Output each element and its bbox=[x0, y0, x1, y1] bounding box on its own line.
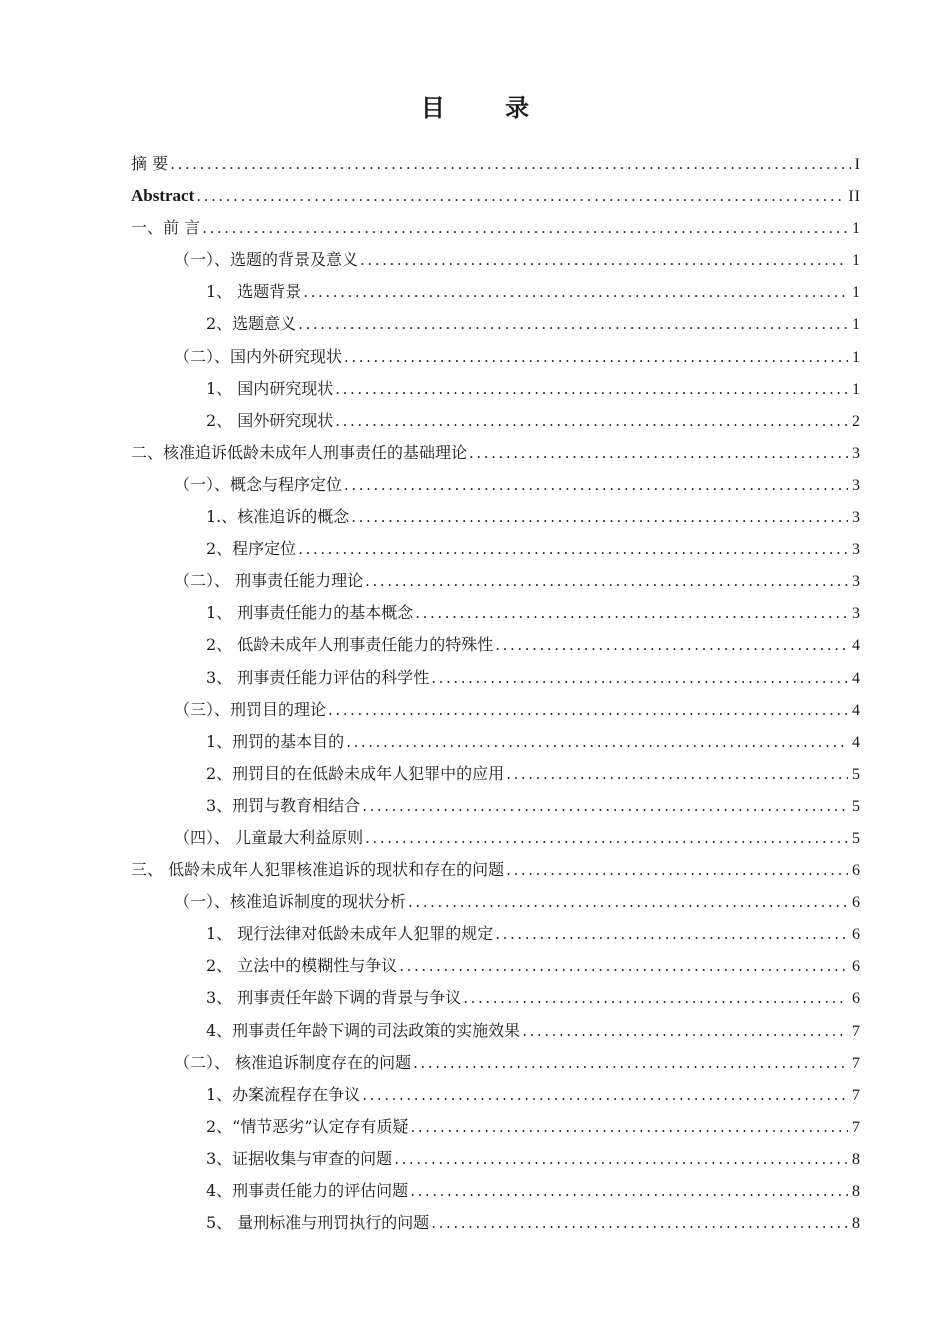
toc-entry-label: 2、程序定位 bbox=[206, 539, 297, 559]
dot-leader bbox=[202, 212, 848, 244]
toc-page-number: 7 bbox=[852, 1118, 861, 1136]
toc-page-number: I bbox=[854, 156, 861, 173]
dot-leader bbox=[394, 1143, 848, 1175]
toc-entry[interactable] bbox=[131, 694, 861, 726]
toc-entry-label: （二）、 刑事责任能力理论 bbox=[174, 571, 364, 591]
toc-entry[interactable] bbox=[131, 1111, 861, 1143]
dot-leader bbox=[303, 276, 848, 308]
toc-entry[interactable] bbox=[131, 565, 861, 597]
toc-entry-label: （一）、核准追诉制度的现状分析 bbox=[174, 892, 407, 912]
toc-entry-label: 2、“情节恶劣”认定存有质疑 bbox=[206, 1116, 409, 1136]
dot-leader bbox=[335, 405, 848, 437]
toc-page-number: 3 bbox=[852, 605, 861, 623]
dot-leader bbox=[362, 1079, 848, 1111]
toc-entry[interactable] bbox=[131, 1207, 861, 1239]
toc-entry-label: 2、 低龄未成年人刑事责任能力的特殊性 bbox=[206, 635, 494, 655]
toc-entry[interactable] bbox=[131, 758, 861, 790]
toc-page-number: 5 bbox=[852, 765, 861, 783]
toc-page-number: 1 bbox=[852, 284, 861, 302]
toc-page-number: 4 bbox=[852, 669, 861, 687]
toc-entry-label: 3、证据收集与审查的问题 bbox=[206, 1148, 393, 1168]
toc-entry-label: 二、核准追诉低龄未成年人刑事责任的基础理论 bbox=[131, 442, 468, 462]
toc-entry-label: （一）、概念与程序定位 bbox=[174, 474, 343, 494]
toc-page-number: 7 bbox=[852, 1054, 861, 1072]
toc-page-number: 1 bbox=[852, 380, 861, 398]
toc-entry-label: 2、刑罚目的在低龄未成年人犯罪中的应用 bbox=[206, 763, 505, 783]
toc-page-number: 4 bbox=[852, 637, 861, 655]
toc-entry-label: 3、 刑事责任年龄下调的背景与争议 bbox=[206, 988, 462, 1008]
dot-leader bbox=[431, 1207, 848, 1239]
dot-leader bbox=[170, 148, 851, 180]
toc-entry-label: 3、 刑事责任能力评估的科学性 bbox=[206, 667, 430, 687]
toc-page-number: 8 bbox=[852, 1150, 861, 1168]
dot-leader bbox=[298, 533, 848, 565]
toc-page-number: 6 bbox=[852, 862, 861, 880]
toc-entry[interactable] bbox=[131, 918, 861, 950]
toc-entry[interactable] bbox=[131, 533, 861, 565]
toc-entry-label: （二）、 核准追诉制度存在的问题 bbox=[174, 1052, 412, 1072]
dot-leader bbox=[410, 1175, 848, 1207]
toc-entry[interactable] bbox=[131, 629, 861, 661]
toc-page-number: 7 bbox=[852, 1022, 861, 1040]
toc-entry-label: 1、办案流程存在争议 bbox=[206, 1084, 361, 1104]
dot-leader bbox=[365, 565, 848, 597]
toc-page-number: 5 bbox=[852, 797, 861, 815]
toc-entry[interactable] bbox=[131, 790, 861, 822]
toc-entry-label: 1、 现行法律对低龄未成年人犯罪的规定 bbox=[206, 924, 494, 944]
toc-entry[interactable] bbox=[131, 341, 861, 373]
toc-entry[interactable] bbox=[131, 148, 861, 180]
toc-page-number: 7 bbox=[852, 1086, 861, 1104]
dot-leader bbox=[196, 180, 844, 212]
toc-entry-label: 1、刑罚的基本目的 bbox=[206, 731, 345, 751]
dot-leader bbox=[506, 758, 848, 790]
dot-leader bbox=[495, 629, 848, 661]
toc-page-number: 3 bbox=[852, 541, 861, 559]
toc-page-number: 1 bbox=[852, 316, 861, 334]
dot-leader bbox=[431, 662, 848, 694]
toc-page-number: 4 bbox=[852, 733, 861, 751]
dot-leader bbox=[413, 1047, 848, 1079]
toc-page-number: 6 bbox=[852, 958, 861, 976]
dot-leader bbox=[495, 918, 848, 950]
toc-entry-label: 摘 要 bbox=[131, 154, 169, 173]
toc-entry-label: 2、选题意义 bbox=[206, 314, 297, 334]
toc-entry-label: 5、 量刑标准与刑罚执行的问题 bbox=[206, 1213, 430, 1233]
dot-leader bbox=[522, 1015, 848, 1047]
toc-entry-label: （三）、刑罚目的理论 bbox=[174, 699, 327, 719]
toc-entry[interactable] bbox=[131, 437, 861, 469]
toc-entry[interactable] bbox=[131, 982, 861, 1014]
toc-entry[interactable] bbox=[131, 662, 861, 694]
toc-list bbox=[131, 148, 861, 1239]
dot-leader bbox=[335, 373, 848, 405]
toc-entry-label: （四）、 儿童最大利益原则 bbox=[174, 827, 364, 847]
dot-leader bbox=[351, 501, 848, 533]
toc-entry[interactable] bbox=[131, 950, 861, 982]
dot-leader bbox=[463, 982, 848, 1014]
toc-page-number: 1 bbox=[852, 220, 861, 238]
toc-entry-label: 1、 国内研究现状 bbox=[206, 378, 334, 398]
toc-entry[interactable] bbox=[131, 854, 861, 886]
toc-entry-label: 一、前 言 bbox=[131, 218, 201, 238]
toc-entry[interactable] bbox=[131, 373, 861, 405]
toc-entry[interactable] bbox=[131, 501, 861, 533]
toc-entry[interactable] bbox=[131, 276, 861, 308]
toc-entry[interactable] bbox=[131, 244, 861, 276]
dot-leader bbox=[346, 726, 848, 758]
toc-entry-label: 2、 国外研究现状 bbox=[206, 410, 334, 430]
toc-entry-label: （一）、选题的背景及意义 bbox=[174, 250, 359, 270]
toc-page-number: 3 bbox=[852, 509, 861, 527]
toc-page-number: 1 bbox=[852, 252, 861, 270]
toc-page-number: 6 bbox=[852, 926, 861, 944]
toc-page-number: 8 bbox=[852, 1215, 861, 1233]
dot-leader bbox=[411, 1111, 848, 1143]
toc-page-number: 6 bbox=[852, 990, 861, 1008]
dot-leader bbox=[365, 822, 848, 854]
toc-entry-label: （二）、国内外研究现状 bbox=[174, 346, 343, 366]
toc-title: 目 录 bbox=[420, 93, 556, 122]
toc-page-number: 6 bbox=[852, 894, 861, 912]
dot-leader bbox=[344, 469, 848, 501]
dot-leader bbox=[399, 950, 848, 982]
toc-page-number: 4 bbox=[852, 701, 861, 719]
dot-leader bbox=[362, 790, 848, 822]
toc-page-number: 8 bbox=[852, 1183, 861, 1200]
toc-entry[interactable] bbox=[131, 212, 861, 244]
toc-entry[interactable] bbox=[131, 180, 861, 212]
toc-entry[interactable] bbox=[131, 469, 861, 501]
dot-leader bbox=[408, 886, 848, 918]
toc-entry[interactable] bbox=[131, 1143, 861, 1175]
toc-entry-label: 4、刑事责任年龄下调的司法政策的实施效果 bbox=[206, 1020, 521, 1040]
toc-page-number: 3 bbox=[852, 573, 861, 591]
toc-entry[interactable] bbox=[131, 726, 861, 758]
dot-leader bbox=[469, 437, 848, 469]
dot-leader bbox=[328, 694, 848, 726]
toc-entry-label: 2、 立法中的模糊性与争议 bbox=[206, 956, 398, 976]
toc-entry[interactable] bbox=[131, 822, 861, 854]
toc-entry[interactable] bbox=[131, 886, 861, 918]
toc-page-number: II bbox=[848, 188, 861, 206]
toc-entry-label: 3、刑罚与教育相结合 bbox=[206, 795, 361, 815]
toc-entry-label: Abstract bbox=[131, 186, 195, 206]
toc-entry-label: 三、 低龄未成年人犯罪核准追诉的现状和存在的问题 bbox=[131, 860, 505, 880]
toc-page-number: 3 bbox=[852, 476, 861, 494]
dot-leader bbox=[415, 597, 848, 629]
dot-leader bbox=[506, 854, 848, 886]
toc-entry-label: 1、 刑事责任能力的基本概念 bbox=[206, 603, 414, 623]
toc-entry[interactable] bbox=[131, 1015, 861, 1047]
toc-page-number: 1 bbox=[852, 348, 861, 366]
toc-page-number: 2 bbox=[852, 412, 861, 430]
toc-page-number: 3 bbox=[852, 444, 861, 462]
dot-leader bbox=[298, 308, 848, 340]
toc-entry-label: 4、刑事责任能力的评估问题 bbox=[206, 1181, 409, 1200]
toc-entry-label: 1、 选题背景 bbox=[206, 282, 302, 302]
toc-entry[interactable] bbox=[131, 597, 861, 629]
toc-entry[interactable] bbox=[131, 308, 861, 340]
dot-leader bbox=[344, 341, 848, 373]
toc-page-number: 5 bbox=[852, 829, 861, 847]
toc-entry[interactable] bbox=[131, 405, 861, 437]
toc-entry[interactable] bbox=[131, 1175, 861, 1207]
toc-entry[interactable] bbox=[131, 1047, 861, 1079]
toc-entry-label: 1.、核准追诉的概念 bbox=[206, 507, 350, 527]
toc-entry[interactable] bbox=[131, 1079, 861, 1111]
dot-leader bbox=[360, 244, 848, 276]
